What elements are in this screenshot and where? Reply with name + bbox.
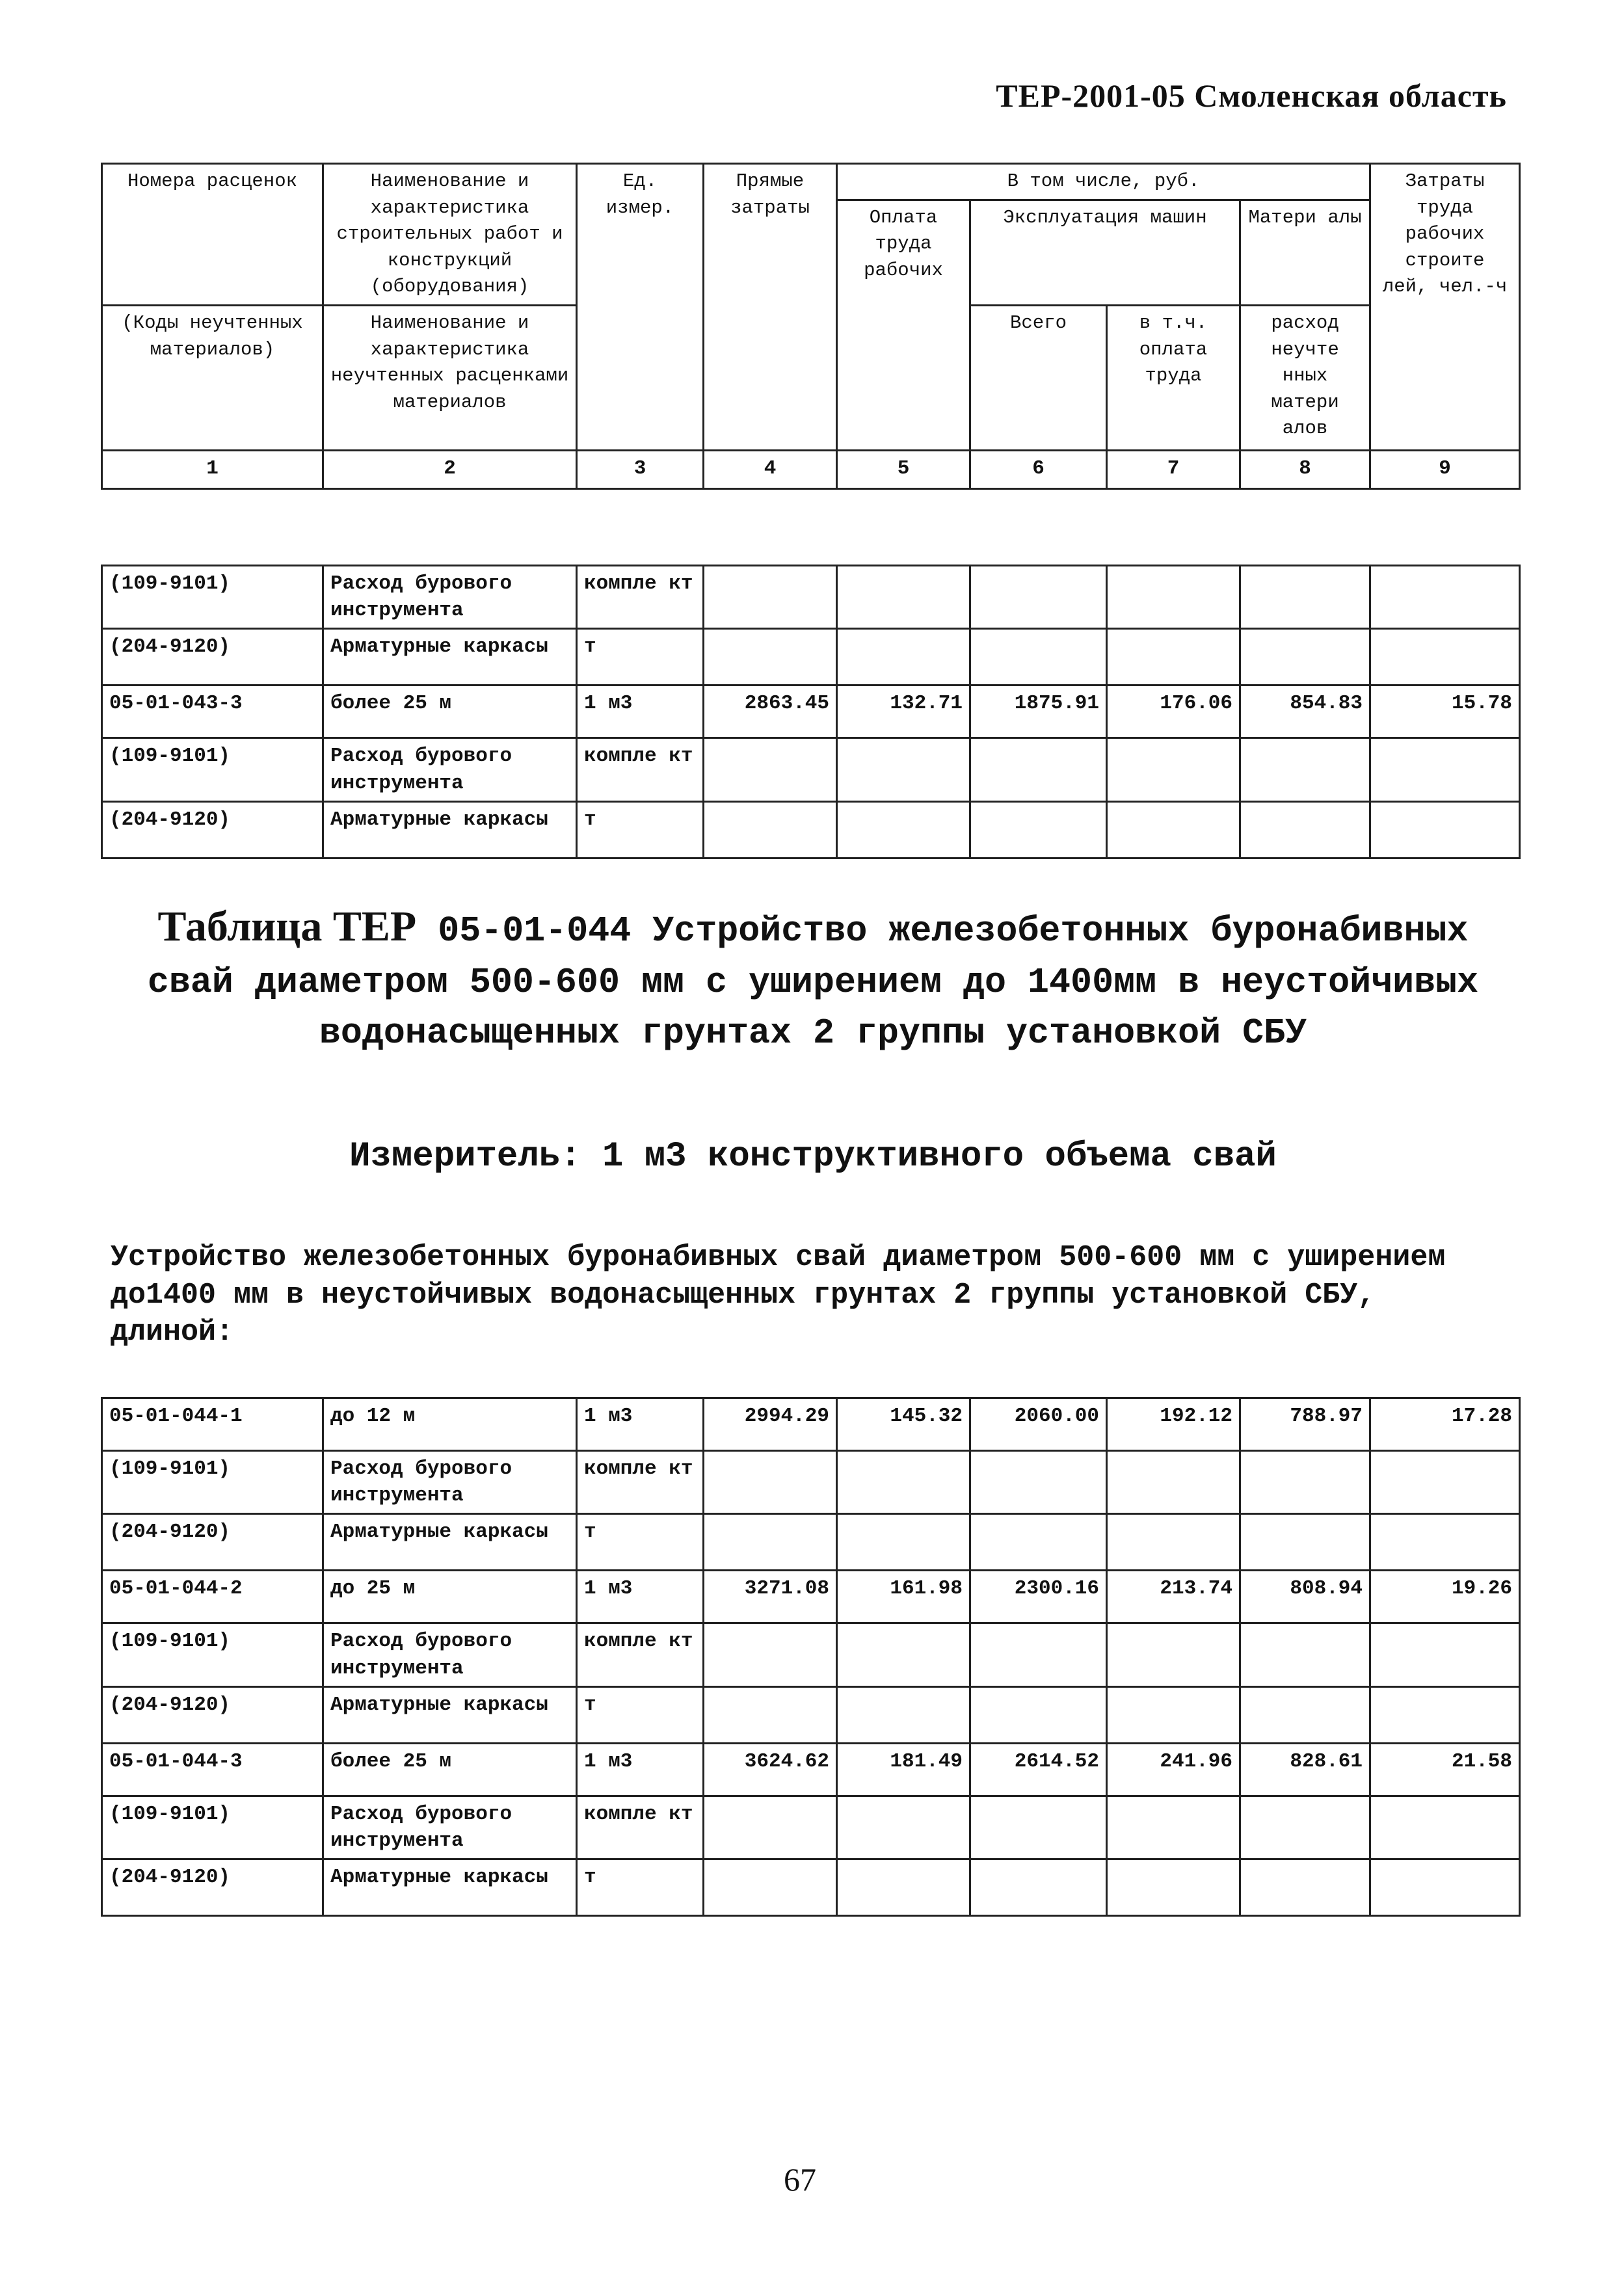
unit-cell: 1 м3 xyxy=(577,1743,704,1796)
worker-pay-cell xyxy=(837,1859,970,1916)
direct-costs-cell xyxy=(704,738,837,801)
work-name-cell: более 25 м xyxy=(323,685,577,738)
header-cell-machine-total: Всего xyxy=(970,305,1107,450)
work-name-cell: Арматурные каркасы xyxy=(323,629,577,685)
materials-cell xyxy=(1240,629,1370,685)
machine-total-cell: 2300.16 xyxy=(970,1571,1107,1623)
machine-labor-cell xyxy=(1107,738,1240,801)
materials-cell xyxy=(1240,738,1370,801)
header-cell-unit: Ед. измер. xyxy=(577,164,704,451)
unit-cell: компле кт xyxy=(577,1623,704,1686)
machine-total-cell: 2614.52 xyxy=(970,1743,1107,1796)
page-number: 67 xyxy=(784,2161,816,2198)
table-row xyxy=(102,1686,1520,1743)
rate-code-cell: 05-01-044-1 xyxy=(102,1398,323,1451)
header-cell-labor-hours: Затраты труда рабочих строите лей, чел.-ч xyxy=(1370,164,1520,451)
rate-code-cell: (109-9101) xyxy=(102,1451,323,1514)
materials-cell: 788.97 xyxy=(1240,1398,1370,1451)
unit-cell: т xyxy=(577,1514,704,1571)
header-cell-materials: Матери алы xyxy=(1240,200,1370,305)
machine-labor-cell: 176.06 xyxy=(1107,685,1240,738)
labor-hours-cell xyxy=(1370,1686,1520,1743)
unit-cell: 1 м3 xyxy=(577,1398,704,1451)
machine-total-cell: 2060.00 xyxy=(970,1398,1107,1451)
direct-costs-cell: 3271.08 xyxy=(704,1571,837,1623)
table-row xyxy=(102,1859,1520,1916)
direct-costs-cell xyxy=(704,1451,837,1514)
materials-cell xyxy=(1240,801,1370,858)
worker-pay-cell xyxy=(837,1451,970,1514)
rate-code-cell: (109-9101) xyxy=(102,566,323,629)
rate-code-cell: (109-9101) xyxy=(102,738,323,801)
table-row xyxy=(102,566,1520,629)
unit-cell: компле кт xyxy=(577,566,704,629)
table-title-text: 05-01-044 Устройство железобетонных буронабивных свай диаметром 500-600 мм с уширением до 1400мм в неустойчивых водонасыщенных грунтах 2 группы установкой СБУ xyxy=(147,911,1479,1054)
materials-cell: 808.94 xyxy=(1240,1571,1370,1623)
column-number: 2 xyxy=(323,450,577,488)
work-name-cell: Расход бурового инструмента xyxy=(323,1451,577,1514)
machine-total-cell xyxy=(970,1796,1107,1859)
materials-cell xyxy=(1240,1451,1370,1514)
labor-hours-cell xyxy=(1370,629,1520,685)
labor-hours-cell xyxy=(1370,801,1520,858)
rate-code-cell: (204-9120) xyxy=(102,1686,323,1743)
header-cell-machine-labor: в т.ч. оплата труда xyxy=(1107,305,1240,450)
machine-labor-cell: 241.96 xyxy=(1107,1743,1240,1796)
machine-labor-cell xyxy=(1107,1623,1240,1686)
materials-cell xyxy=(1240,1623,1370,1686)
header-row-top xyxy=(102,164,1520,200)
work-name-cell: до 12 м xyxy=(323,1398,577,1451)
header-table xyxy=(101,163,1521,490)
column-number: 8 xyxy=(1240,450,1370,488)
materials-cell xyxy=(1240,1796,1370,1859)
table-row xyxy=(102,685,1520,738)
work-name-cell: Арматурные каркасы xyxy=(323,801,577,858)
worker-pay-cell xyxy=(837,566,970,629)
table-row xyxy=(102,1398,1520,1451)
machine-total-cell xyxy=(970,1623,1107,1686)
machine-total-cell xyxy=(970,566,1107,629)
machine-labor-cell xyxy=(1107,1686,1240,1743)
section-intro: Устройство железобетонных буронабивных свай диаметром 500-600 мм с уширением до1400 мм в неустойчивых водонасыщенных грунтах 2 группы установкой СБУ, длиной: xyxy=(111,1241,1446,1350)
header-cell-including: В том числе, руб. xyxy=(837,164,1370,200)
worker-pay-cell xyxy=(837,738,970,801)
worker-pay-cell xyxy=(837,629,970,685)
machine-labor-cell xyxy=(1107,566,1240,629)
machine-labor-cell: 213.74 xyxy=(1107,1571,1240,1623)
direct-costs-cell xyxy=(704,1796,837,1859)
column-number: 7 xyxy=(1107,450,1240,488)
table-body xyxy=(102,1398,1520,1916)
machine-labor-cell xyxy=(1107,629,1240,685)
direct-costs-cell xyxy=(704,1859,837,1916)
table-row xyxy=(102,1451,1520,1514)
table-05-01-044 xyxy=(101,1397,1521,1917)
worker-pay-cell: 145.32 xyxy=(837,1398,970,1451)
machine-labor-cell xyxy=(1107,801,1240,858)
materials-cell xyxy=(1240,566,1370,629)
work-name-cell: Расход бурового инструмента xyxy=(323,738,577,801)
rate-code-cell: (109-9101) xyxy=(102,1623,323,1686)
rate-code-cell: 05-01-044-2 xyxy=(102,1571,323,1623)
machine-labor-cell xyxy=(1107,1796,1240,1859)
header-cell-worker-pay: Оплата труда рабочих xyxy=(837,200,970,450)
table-title-lead: Таблица ТЕР xyxy=(157,903,417,950)
direct-costs-cell: 2863.45 xyxy=(704,685,837,738)
worker-pay-cell xyxy=(837,801,970,858)
labor-hours-cell xyxy=(1370,1796,1520,1859)
unit-cell: т xyxy=(577,801,704,858)
header-cell-machine-operation: Эксплуатация машин xyxy=(970,200,1240,305)
rate-code-cell: 05-01-043-3 xyxy=(102,685,323,738)
direct-costs-cell xyxy=(704,1623,837,1686)
header-cell-material-codes: (Коды неучтенных материалов) xyxy=(102,305,323,450)
worker-pay-cell: 161.98 xyxy=(837,1571,970,1623)
labor-hours-cell: 17.28 xyxy=(1370,1398,1520,1451)
measurement-unit-line: Измеритель: 1 м3 конструктивного объема свай xyxy=(349,1137,1277,1177)
machine-total-cell xyxy=(970,801,1107,858)
unit-cell: 1 м3 xyxy=(577,685,704,738)
table-title xyxy=(130,896,1496,1059)
work-name-cell: Арматурные каркасы xyxy=(323,1686,577,1743)
table-row xyxy=(102,1743,1520,1796)
work-name-cell: Арматурные каркасы xyxy=(323,1514,577,1571)
table-row xyxy=(102,1514,1520,1571)
table-row xyxy=(102,1796,1520,1859)
machine-labor-cell: 192.12 xyxy=(1107,1398,1240,1451)
machine-total-cell: 1875.91 xyxy=(970,685,1107,738)
worker-pay-cell xyxy=(837,1514,970,1571)
table-row xyxy=(102,738,1520,801)
unit-cell: компле кт xyxy=(577,1451,704,1514)
rate-code-cell: (204-9120) xyxy=(102,1859,323,1916)
unit-cell: т xyxy=(577,629,704,685)
materials-cell: 828.61 xyxy=(1240,1743,1370,1796)
direct-costs-cell: 3624.62 xyxy=(704,1743,837,1796)
table-body xyxy=(102,566,1520,858)
machine-labor-cell xyxy=(1107,1514,1240,1571)
header-cell-work-name: Наименование и характеристика строительных работ и конструкций (оборудования) xyxy=(323,164,577,306)
unit-cell: компле кт xyxy=(577,738,704,801)
table-05-01-043-continuation xyxy=(101,565,1521,859)
direct-costs-cell xyxy=(704,1514,837,1571)
column-number: 3 xyxy=(577,450,704,488)
machine-total-cell xyxy=(970,629,1107,685)
machine-total-cell xyxy=(970,738,1107,801)
labor-hours-cell xyxy=(1370,1514,1520,1571)
column-number: 4 xyxy=(704,450,837,488)
table-row xyxy=(102,1571,1520,1623)
materials-cell xyxy=(1240,1514,1370,1571)
machine-labor-cell xyxy=(1107,1451,1240,1514)
unit-cell: 1 м3 xyxy=(577,1571,704,1623)
rate-code-cell: (204-9120) xyxy=(102,1514,323,1571)
work-name-cell: более 25 м xyxy=(323,1743,577,1796)
unit-cell: компле кт xyxy=(577,1796,704,1859)
worker-pay-cell xyxy=(837,1623,970,1686)
worker-pay-cell xyxy=(837,1686,970,1743)
running-head: ТЕР-2001-05 Смоленская область xyxy=(996,77,1507,114)
work-name-cell: Расход бурового инструмента xyxy=(323,566,577,629)
rate-code-cell: (204-9120) xyxy=(102,801,323,858)
table-row xyxy=(102,1623,1520,1686)
worker-pay-cell: 181.49 xyxy=(837,1743,970,1796)
header-cell-rate-number: Номера расценок xyxy=(102,164,323,306)
machine-total-cell xyxy=(970,1686,1107,1743)
column-number: 1 xyxy=(102,450,323,488)
column-number: 6 xyxy=(970,450,1107,488)
table-row xyxy=(102,801,1520,858)
column-number-row xyxy=(102,450,1520,488)
machine-total-cell xyxy=(970,1514,1107,1571)
work-name-cell: Расход бурового инструмента xyxy=(323,1796,577,1859)
direct-costs-cell: 2994.29 xyxy=(704,1398,837,1451)
rate-code-cell: (204-9120) xyxy=(102,629,323,685)
unit-cell: т xyxy=(577,1859,704,1916)
direct-costs-cell xyxy=(704,629,837,685)
machine-total-cell xyxy=(970,1859,1107,1916)
rate-code-cell: 05-01-044-3 xyxy=(102,1743,323,1796)
direct-costs-cell xyxy=(704,566,837,629)
labor-hours-cell xyxy=(1370,566,1520,629)
machine-total-cell xyxy=(970,1451,1107,1514)
column-number: 5 xyxy=(837,450,970,488)
direct-costs-cell xyxy=(704,801,837,858)
table-row xyxy=(102,629,1520,685)
materials-cell: 854.83 xyxy=(1240,685,1370,738)
worker-pay-cell: 132.71 xyxy=(837,685,970,738)
rate-code-cell: (109-9101) xyxy=(102,1796,323,1859)
work-name-cell: Расход бурового инструмента xyxy=(323,1623,577,1686)
worker-pay-cell xyxy=(837,1796,970,1859)
labor-hours-cell: 15.78 xyxy=(1370,685,1520,738)
column-number: 9 xyxy=(1370,450,1520,488)
labor-hours-cell xyxy=(1370,738,1520,801)
header-cell-material-consumption: расход неучте нных матери алов xyxy=(1240,305,1370,450)
labor-hours-cell: 21.58 xyxy=(1370,1743,1520,1796)
unit-cell: т xyxy=(577,1686,704,1743)
labor-hours-cell xyxy=(1370,1623,1520,1686)
labor-hours-cell xyxy=(1370,1859,1520,1916)
machine-labor-cell xyxy=(1107,1859,1240,1916)
work-name-cell: до 25 м xyxy=(323,1571,577,1623)
header-cell-direct-costs: Прямые затраты xyxy=(704,164,837,451)
labor-hours-cell xyxy=(1370,1451,1520,1514)
header-cell-material-name: Наименование и характеристика неучтенных расценками материалов xyxy=(323,305,577,450)
materials-cell xyxy=(1240,1686,1370,1743)
materials-cell xyxy=(1240,1859,1370,1916)
direct-costs-cell xyxy=(704,1686,837,1743)
labor-hours-cell: 19.26 xyxy=(1370,1571,1520,1623)
work-name-cell: Арматурные каркасы xyxy=(323,1859,577,1916)
